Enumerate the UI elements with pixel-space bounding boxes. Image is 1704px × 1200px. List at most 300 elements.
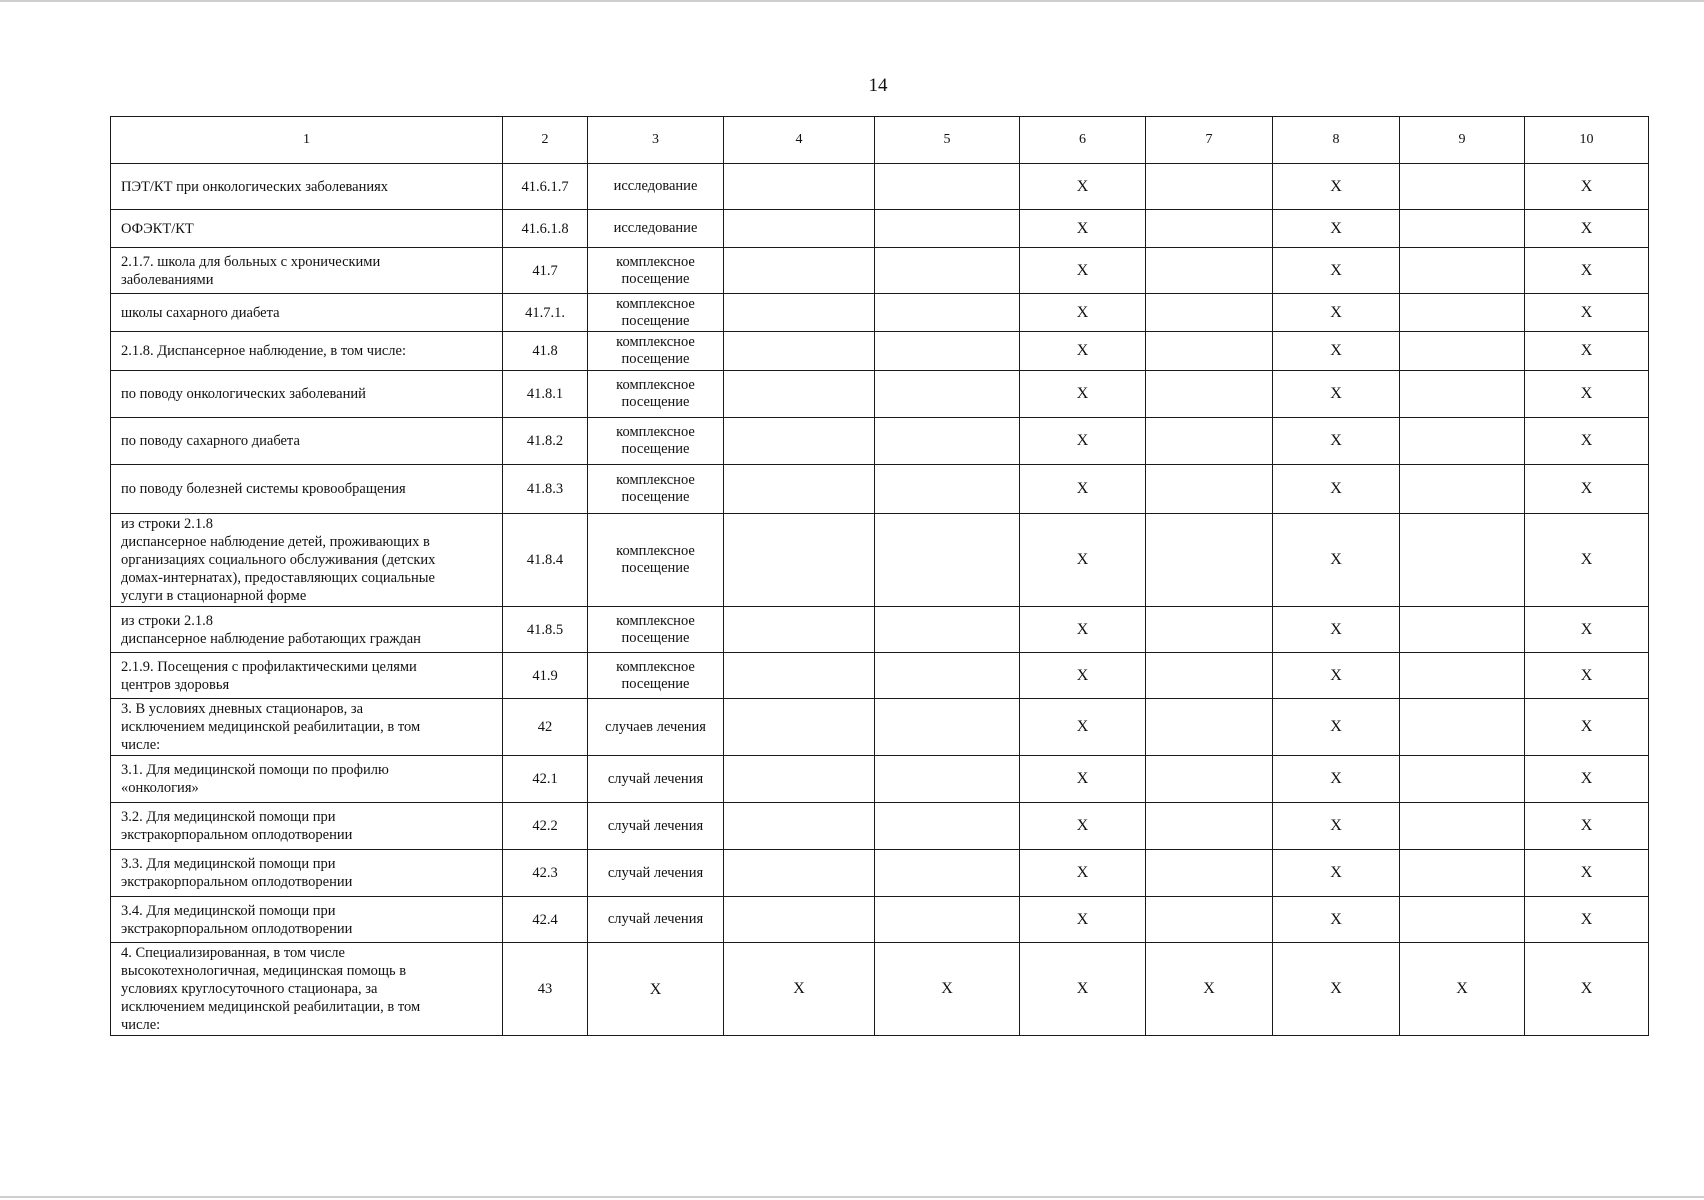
row-unit xyxy=(588,418,724,465)
cell-col6-text: X xyxy=(1076,432,1089,449)
cell-col10-text: X xyxy=(1580,385,1593,402)
cell-col9 xyxy=(1400,294,1525,332)
cell-col10-text: X xyxy=(1580,620,1593,638)
cell-col6 xyxy=(1020,332,1146,371)
cell-col7 xyxy=(1146,943,1273,1036)
row-code xyxy=(503,699,588,756)
row-code-text: 41.8.3 xyxy=(526,481,564,497)
table-row xyxy=(111,418,1649,465)
row-unit-text: комплексное посещение xyxy=(616,295,695,329)
row-unit-text: исследование xyxy=(613,178,698,194)
cell-col8-text: X xyxy=(1330,770,1342,787)
cell-col6-text: X xyxy=(1076,480,1089,497)
row-name-text: 3.1. Для медицинской помощи по профилю «онкология» xyxy=(121,762,389,796)
cell-col6 xyxy=(1020,653,1146,699)
table-row xyxy=(111,897,1649,943)
cell-col6-text: X xyxy=(1076,666,1089,684)
row-code xyxy=(503,332,588,371)
row-name-text: 3.2. Для медицинской помощи при экстракорпоральном оплодотворении xyxy=(121,809,353,843)
cell-col10 xyxy=(1525,514,1649,607)
row-name-text: ПЭТ/КТ при онкологических заболеваниях xyxy=(121,178,389,195)
column-header-1: 1 xyxy=(111,117,503,164)
cell-col8-text: X xyxy=(1330,817,1342,834)
cell-col5 xyxy=(875,294,1020,332)
cell-col6 xyxy=(1020,210,1146,248)
cell-col10-text: X xyxy=(1580,432,1593,449)
row-unit-text: случай лечения xyxy=(607,911,704,927)
cell-col4 xyxy=(724,418,875,465)
cell-col9 xyxy=(1400,418,1525,465)
row-unit-text: случай лечения xyxy=(607,817,704,834)
cell-col4 xyxy=(724,294,875,332)
row-name xyxy=(111,803,503,850)
row-code xyxy=(503,514,588,607)
row-code-text: 42.3 xyxy=(532,865,558,881)
cell-col7 xyxy=(1146,514,1273,607)
cell-col5 xyxy=(875,465,1020,514)
cell-col5 xyxy=(875,248,1020,294)
cell-col8 xyxy=(1273,803,1400,850)
row-name-text: школы сахарного диабета xyxy=(121,304,280,321)
column-header-7: 7 xyxy=(1146,117,1273,164)
cell-col6-text: X xyxy=(1076,385,1089,402)
cell-col8 xyxy=(1273,897,1400,943)
table-row xyxy=(111,248,1649,294)
cell-col7 xyxy=(1146,371,1273,418)
row-name-text: 2.1.7. школа для больных с хроническими заболеваниями xyxy=(121,253,381,288)
row-name xyxy=(111,465,503,514)
row-unit-text: случай лечения xyxy=(607,770,704,787)
row-unit-text: комплексное посещение xyxy=(616,334,695,367)
cell-col5 xyxy=(875,514,1020,607)
row-code-text: 41.8.2 xyxy=(526,433,564,449)
row-code xyxy=(503,294,588,332)
cell-col8-text: X xyxy=(1330,551,1342,568)
row-code-text: 42.1 xyxy=(532,771,558,787)
cell-col8-text: X xyxy=(1330,219,1342,237)
column-header-3: 3 xyxy=(588,117,724,164)
cell-col6 xyxy=(1020,897,1146,943)
cell-col4 xyxy=(724,210,875,248)
row-unit xyxy=(588,294,724,332)
cell-col7 xyxy=(1146,607,1273,653)
row-unit xyxy=(588,248,724,294)
cell-col9 xyxy=(1400,803,1525,850)
cell-col10 xyxy=(1525,248,1649,294)
cell-col4 xyxy=(724,943,875,1036)
cell-col10-text: X xyxy=(1580,261,1593,279)
cell-col8 xyxy=(1273,943,1400,1036)
row-name xyxy=(111,756,503,803)
row-code-text: 41.8.1 xyxy=(526,386,564,402)
cell-col5 xyxy=(875,850,1020,897)
row-code-text: 41.9 xyxy=(532,667,558,684)
row-code xyxy=(503,653,588,699)
row-name xyxy=(111,294,503,332)
cell-col10-text: X xyxy=(1580,551,1593,568)
cell-col8-text: X xyxy=(1330,980,1342,997)
cell-col6 xyxy=(1020,514,1146,607)
cell-col7 xyxy=(1146,756,1273,803)
row-code xyxy=(503,803,588,850)
cell-col9 xyxy=(1400,210,1525,248)
cell-col5 xyxy=(875,756,1020,803)
row-unit-text: комплексное посещение xyxy=(616,424,695,457)
cell-col6 xyxy=(1020,465,1146,514)
row-name xyxy=(111,332,503,371)
cell-col5 xyxy=(875,699,1020,756)
row-name xyxy=(111,653,503,699)
row-unit xyxy=(588,607,724,653)
cell-col7 xyxy=(1146,653,1273,699)
row-code xyxy=(503,465,588,514)
cell-col6-text: X xyxy=(1076,770,1089,787)
row-name xyxy=(111,210,503,248)
cell-col4 xyxy=(724,514,875,607)
table-row xyxy=(111,653,1649,699)
row-code xyxy=(503,756,588,803)
row-unit-text: случай лечения xyxy=(607,864,704,881)
cell-col8 xyxy=(1273,248,1400,294)
column-header-4: 4 xyxy=(724,117,875,164)
cell-col6-text: X xyxy=(1076,342,1089,359)
cell-col9 xyxy=(1400,653,1525,699)
cell-col6 xyxy=(1020,803,1146,850)
cell-col7 xyxy=(1146,248,1273,294)
row-unit xyxy=(588,699,724,756)
table-row xyxy=(111,164,1649,210)
cell-col8-text: X xyxy=(1330,620,1342,638)
cell-col8-text: X xyxy=(1330,480,1342,497)
table-row xyxy=(111,803,1649,850)
row-code xyxy=(503,164,588,210)
column-header-2: 2 xyxy=(503,117,588,164)
row-name-text: по поводу болезней системы кровообращения xyxy=(121,481,406,497)
cell-col10 xyxy=(1525,897,1649,943)
cell-col6-text: X xyxy=(1076,910,1089,928)
cell-col8-text: X xyxy=(1330,864,1342,881)
cell-col8 xyxy=(1273,210,1400,248)
cell-col4 xyxy=(724,248,875,294)
cell-col6 xyxy=(1020,164,1146,210)
cell-col7 xyxy=(1146,850,1273,897)
cell-col8 xyxy=(1273,699,1400,756)
cell-col7-text: X xyxy=(1203,980,1215,997)
cell-col5 xyxy=(875,164,1020,210)
cell-col7 xyxy=(1146,210,1273,248)
row-unit xyxy=(588,465,724,514)
table-row xyxy=(111,210,1649,248)
cell-col10 xyxy=(1525,850,1649,897)
cell-col10 xyxy=(1525,943,1649,1036)
row-name xyxy=(111,699,503,756)
cell-col5-text: X xyxy=(941,980,953,997)
row-code-text: 41.6.1.7 xyxy=(521,178,569,195)
cell-col9 xyxy=(1400,371,1525,418)
cell-col8 xyxy=(1273,653,1400,699)
table-row xyxy=(111,850,1649,897)
column-header-10: 10 xyxy=(1525,117,1649,164)
row-code xyxy=(503,371,588,418)
cell-col4 xyxy=(724,897,875,943)
row-name-text: по поводу сахарного диабета xyxy=(121,433,300,449)
cell-col9 xyxy=(1400,248,1525,294)
row-code-text: 42.4 xyxy=(532,911,558,928)
cell-col6-text: X xyxy=(1076,718,1089,735)
cell-col6 xyxy=(1020,294,1146,332)
row-name-text: по поводу онкологических заболеваний xyxy=(121,386,366,402)
row-unit xyxy=(588,210,724,248)
cell-col6 xyxy=(1020,418,1146,465)
cell-col10 xyxy=(1525,803,1649,850)
cell-col10-text: X xyxy=(1580,303,1593,321)
cell-col6-text: X xyxy=(1076,980,1089,997)
cell-col9 xyxy=(1400,699,1525,756)
column-header-9: 9 xyxy=(1400,117,1525,164)
cell-col4 xyxy=(724,653,875,699)
cell-col4-text: X xyxy=(793,980,805,997)
cell-col9 xyxy=(1400,850,1525,897)
row-code xyxy=(503,943,588,1036)
cell-col8 xyxy=(1273,294,1400,332)
cell-col6-text: X xyxy=(1076,817,1089,834)
cell-col8 xyxy=(1273,514,1400,607)
cell-col4 xyxy=(724,465,875,514)
cell-col10-text: X xyxy=(1580,219,1593,237)
cell-col10-text: X xyxy=(1580,864,1593,881)
cell-col10 xyxy=(1525,699,1649,756)
row-unit xyxy=(588,850,724,897)
cell-col10-text: X xyxy=(1580,666,1593,684)
cell-col9 xyxy=(1400,897,1525,943)
row-name-text: 2.1.9. Посещения с профилактическими целями центров здоровья xyxy=(121,658,417,693)
cell-col6-text: X xyxy=(1076,177,1089,195)
cell-col10-text: X xyxy=(1580,342,1593,359)
cell-col10 xyxy=(1525,371,1649,418)
row-code-text: 41.8.5 xyxy=(526,621,564,638)
cell-col6 xyxy=(1020,850,1146,897)
cell-col5 xyxy=(875,653,1020,699)
cell-col6-text: X xyxy=(1076,261,1089,279)
cell-col9 xyxy=(1400,943,1525,1036)
row-code xyxy=(503,897,588,943)
cell-col5 xyxy=(875,371,1020,418)
cell-col4 xyxy=(724,699,875,756)
cell-col8-text: X xyxy=(1330,342,1342,359)
cell-col5 xyxy=(875,943,1020,1036)
row-unit-text: исследование xyxy=(613,220,698,236)
row-unit xyxy=(588,514,724,607)
cell-col9 xyxy=(1400,514,1525,607)
column-header-5: 5 xyxy=(875,117,1020,164)
row-name-text: 4. Специализированная, в том числе высокотехнологичная, медицинская помощь в условиях круглосуточного стационара, за исключением медицинской реабилитации, в том числе: xyxy=(121,945,421,1033)
row-name-text: ОФЭКТ/КТ xyxy=(121,220,194,237)
row-code-text: 41.8 xyxy=(532,343,558,359)
cell-col10 xyxy=(1525,164,1649,210)
cell-col6 xyxy=(1020,699,1146,756)
cell-col7 xyxy=(1146,699,1273,756)
row-unit-text: комплексное посещение xyxy=(616,543,695,576)
row-code-text: 41.7.1. xyxy=(525,304,565,321)
table-row xyxy=(111,294,1649,332)
cell-col8-text: X xyxy=(1330,718,1342,735)
cell-col9 xyxy=(1400,607,1525,653)
cell-col10 xyxy=(1525,607,1649,653)
row-name-text: 3. В условиях дневных стационаров, за исключением медицинской реабилитации, в том числе: xyxy=(121,701,421,753)
row-name-text: 2.1.8. Диспансерное наблюдение, в том числе: xyxy=(121,343,406,359)
cell-col7 xyxy=(1146,332,1273,371)
cell-col10 xyxy=(1525,653,1649,699)
page-number: 14 xyxy=(868,75,888,96)
row-name xyxy=(111,248,503,294)
row-unit xyxy=(588,332,724,371)
cell-col8-text: X xyxy=(1330,261,1342,279)
cell-col4 xyxy=(724,803,875,850)
table-row xyxy=(111,514,1649,607)
cell-col5 xyxy=(875,418,1020,465)
cell-col10-text: X xyxy=(1580,177,1593,195)
row-name xyxy=(111,850,503,897)
row-name-text: из строки 2.1.8 диспансерное наблюдение работающих граждан xyxy=(121,612,421,647)
row-code xyxy=(503,248,588,294)
cell-col8 xyxy=(1273,756,1400,803)
scan-top-edge xyxy=(0,0,1704,2)
cell-col4 xyxy=(724,850,875,897)
row-unit xyxy=(588,653,724,699)
row-name-text: 3.4. Для медицинской помощи при экстракорпоральном оплодотворении xyxy=(121,902,353,937)
cell-col7 xyxy=(1146,418,1273,465)
row-code xyxy=(503,607,588,653)
cell-col9 xyxy=(1400,332,1525,371)
cell-col8-text: X xyxy=(1330,432,1342,449)
table-row xyxy=(111,607,1649,653)
cell-col8-text: X xyxy=(1330,910,1342,928)
row-code-text: 42.2 xyxy=(532,818,558,834)
column-header-8: 8 xyxy=(1273,117,1400,164)
row-code xyxy=(503,210,588,248)
cell-col8 xyxy=(1273,607,1400,653)
cell-col5 xyxy=(875,607,1020,653)
cell-col9-text: X xyxy=(1456,980,1468,997)
cell-col7 xyxy=(1146,803,1273,850)
cell-col6 xyxy=(1020,756,1146,803)
cell-col10 xyxy=(1525,332,1649,371)
row-name xyxy=(111,371,503,418)
cell-col6-text: X xyxy=(1076,303,1089,321)
row-code-text: 42 xyxy=(537,719,553,735)
row-name-text: из строки 2.1.8 диспансерное наблюдение детей, проживающих в организациях социального обслуживания (детских домах-интернатах), предоставляющих социальные услуги в стационарной форме xyxy=(121,516,436,604)
row-unit-text: комплексное посещение xyxy=(616,658,695,692)
cell-col8-text: X xyxy=(1330,177,1342,195)
column-header-6: 6 xyxy=(1020,117,1146,164)
cell-col8 xyxy=(1273,850,1400,897)
table-row xyxy=(111,943,1649,1036)
row-code-text: 41.6.1.8 xyxy=(521,220,569,237)
cell-col4 xyxy=(724,607,875,653)
cell-col8-text: X xyxy=(1330,666,1342,684)
row-code-text: 41.7 xyxy=(532,262,558,279)
cell-col9 xyxy=(1400,756,1525,803)
cell-col8-text: X xyxy=(1330,385,1342,402)
cell-col5 xyxy=(875,210,1020,248)
cell-col8-text: X xyxy=(1330,303,1342,321)
data-table xyxy=(110,116,1649,1036)
cell-col6 xyxy=(1020,371,1146,418)
cell-col6-text: X xyxy=(1076,551,1089,568)
row-unit-text: комплексное посещение xyxy=(616,612,695,646)
table-row xyxy=(111,371,1649,418)
cell-col8 xyxy=(1273,465,1400,514)
row-unit xyxy=(588,371,724,418)
row-code xyxy=(503,418,588,465)
cell-col6-text: X xyxy=(1076,620,1089,638)
cell-col5 xyxy=(875,803,1020,850)
cell-col10 xyxy=(1525,294,1649,332)
table-row xyxy=(111,465,1649,514)
cell-col4 xyxy=(724,371,875,418)
table-body xyxy=(111,117,1649,1036)
cell-col9 xyxy=(1400,465,1525,514)
row-unit xyxy=(588,164,724,210)
row-name xyxy=(111,418,503,465)
cell-col7 xyxy=(1146,465,1273,514)
cell-col10-text: X xyxy=(1580,910,1593,928)
cell-col9 xyxy=(1400,164,1525,210)
table-row xyxy=(111,699,1649,756)
cell-col10-text: X xyxy=(1580,718,1593,735)
cell-col8 xyxy=(1273,332,1400,371)
cell-col8 xyxy=(1273,164,1400,210)
cell-col7 xyxy=(1146,294,1273,332)
row-unit-text: случаев лечения xyxy=(605,718,706,735)
table-header-row xyxy=(111,117,1649,164)
cell-col10-text: X xyxy=(1580,980,1593,997)
cell-col4 xyxy=(724,164,875,210)
cell-col6 xyxy=(1020,943,1146,1036)
cell-col10-text: X xyxy=(1580,817,1593,834)
cell-col4 xyxy=(724,332,875,371)
row-unit-text: комплексное посещение xyxy=(616,253,695,287)
cell-col7 xyxy=(1146,897,1273,943)
cell-col10-text: X xyxy=(1580,770,1593,787)
row-name-text: 3.3. Для медицинской помощи при экстракорпоральном оплодотворении xyxy=(121,856,353,890)
row-code xyxy=(503,850,588,897)
cell-col10 xyxy=(1525,418,1649,465)
cell-col5 xyxy=(875,332,1020,371)
table-row xyxy=(111,756,1649,803)
row-name xyxy=(111,164,503,210)
row-unit xyxy=(588,897,724,943)
cell-col6-text: X xyxy=(1076,864,1089,881)
cell-col5 xyxy=(875,897,1020,943)
cell-col10 xyxy=(1525,465,1649,514)
row-unit-text: комплексное посещение xyxy=(616,377,695,410)
row-code-text: 43 xyxy=(537,981,553,997)
row-name xyxy=(111,607,503,653)
row-name xyxy=(111,514,503,607)
row-name xyxy=(111,897,503,943)
row-name xyxy=(111,943,503,1036)
scan-bottom-edge xyxy=(0,1196,1704,1198)
row-unit xyxy=(588,803,724,850)
cell-col10 xyxy=(1525,210,1649,248)
cell-col10-text: X xyxy=(1580,480,1593,497)
cell-col6 xyxy=(1020,607,1146,653)
row-unit-text: комплексное посещение xyxy=(616,472,695,505)
cell-col10 xyxy=(1525,756,1649,803)
cell-col8 xyxy=(1273,371,1400,418)
row-unit xyxy=(588,943,724,1036)
